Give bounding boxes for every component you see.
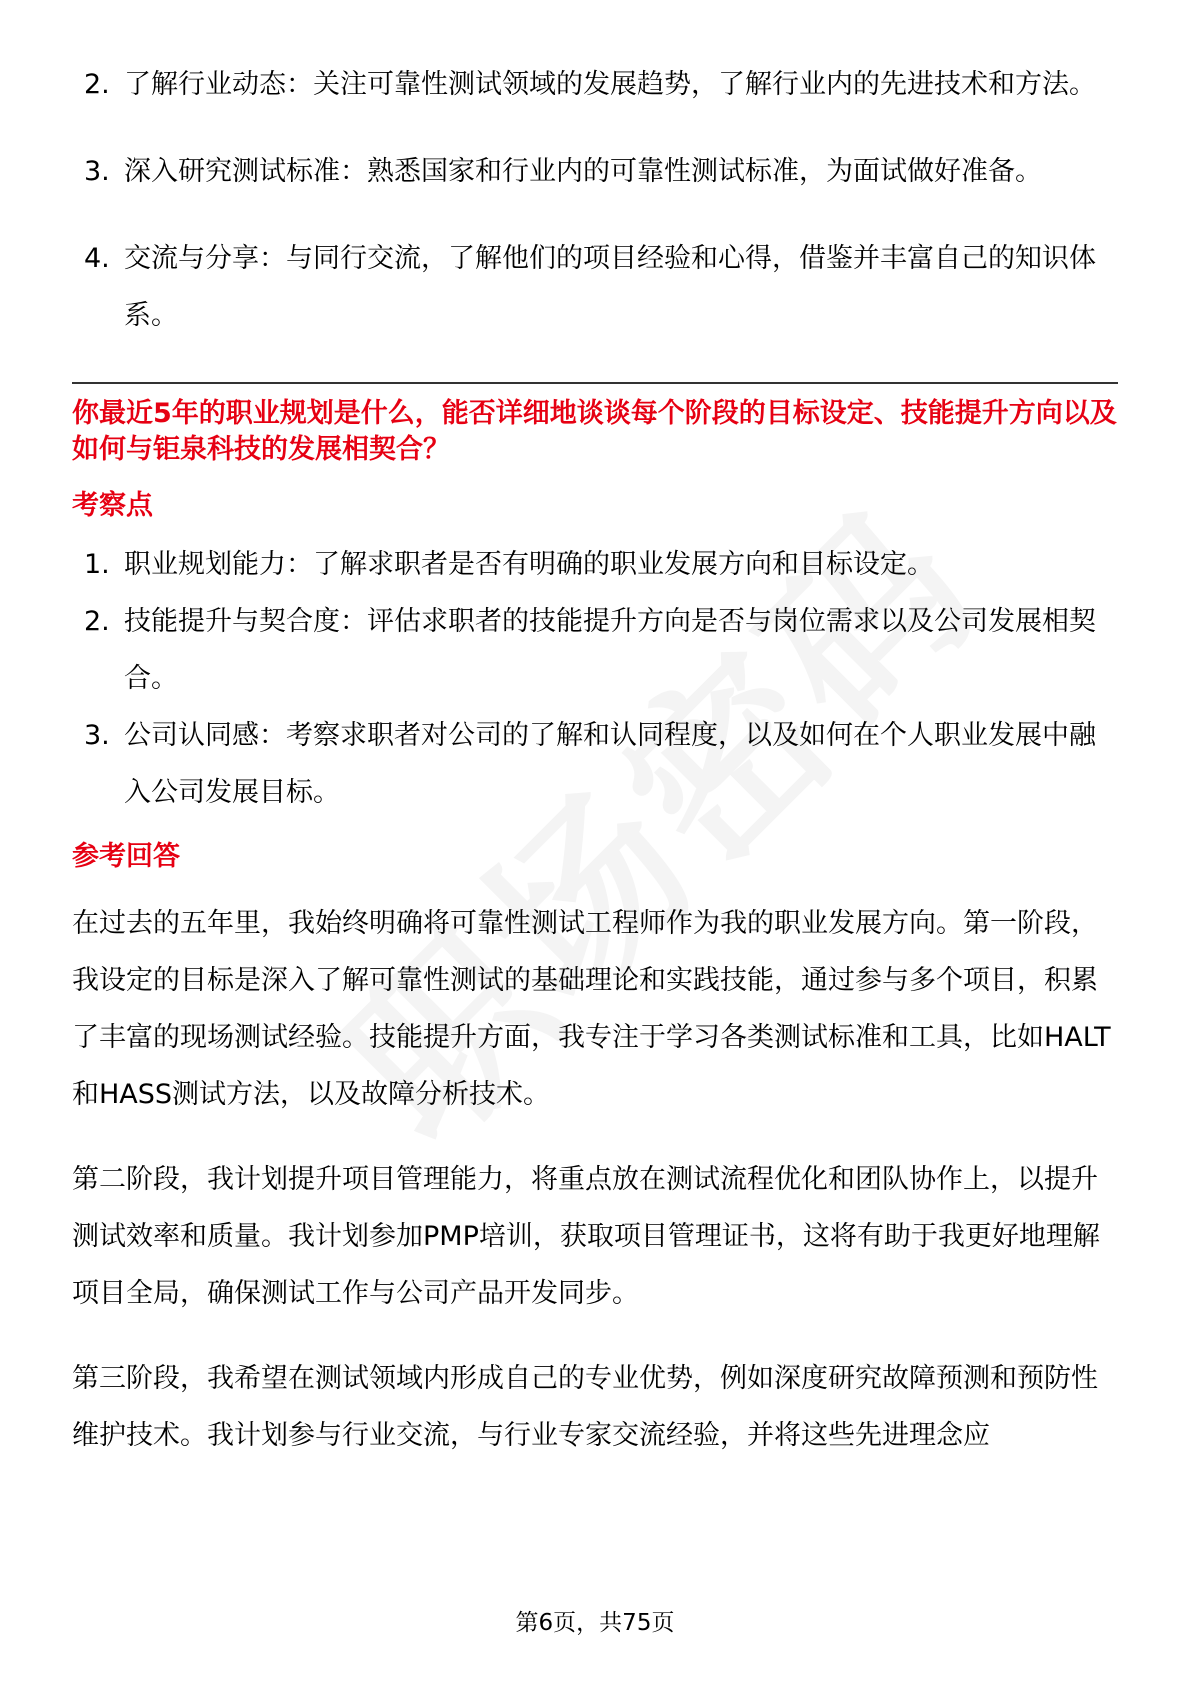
page-footer: 第6页，共75页 — [515, 1610, 675, 1636]
answer-paragraph: 第二阶段，我计划提升项目管理能力，将重点放在测试流程优化和团队协作上，以提升测试效率和质量。我计划参加PMP培训，获取项目管理证书，这将有助于我更好地理解项目全局，确保测试工作与公司产品开发同步。 — [72, 1164, 1100, 1309]
list-number: 2. — [84, 69, 110, 100]
list-item — [72, 536, 1118, 593]
list-item — [72, 56, 1118, 113]
list-item-text: 技能提升与契合度：评估求职者的技能提升方向是否与岗位需求以及公司发展相契合。 — [124, 606, 1096, 694]
list-number: 3. — [84, 720, 110, 751]
section-divider — [72, 382, 1118, 384]
list-item — [72, 707, 1118, 821]
list-number: 3. — [84, 156, 110, 187]
list-item-text: 职业规划能力：了解求职者是否有明确的职业发展方向和目标设定。 — [124, 549, 934, 580]
answer-paragraph: 第三阶段，我希望在测试领域内形成自己的专业优势，例如深度研究故障预测和预防性维护技术。我计划参与行业交流，与行业专家交流经验，并将这些先进理念应 — [72, 1363, 1098, 1451]
page-content — [72, 56, 1118, 1492]
list-number: 1. — [84, 549, 110, 580]
list-item — [72, 230, 1118, 344]
list-number: 4. — [84, 243, 110, 274]
preparation-tips-list — [72, 56, 1118, 344]
interview-question: 你最近5年的职业规划是什么，能否详细地谈谈每个阶段的目标设定、技能提升方向以及如何与钜泉科技的发展相契合？ — [72, 398, 1117, 465]
list-item — [72, 593, 1118, 707]
answer-paragraph: 在过去的五年里，我始终明确将可靠性测试工程师作为我的职业发展方向。第一阶段，我设定的目标是深入了解可靠性测试的基础理论和实践技能，通过参与多个项目，积累了丰富的现场测试经验。技能提升方面，我专注于学习各类测试标准和工具，比如HALT和HASS测试方法，以及故障分析技术。 — [72, 908, 1111, 1110]
list-item-text: 公司认同感：考察求职者对公司的了解和认同程度，以及如何在个人职业发展中融入公司发展目标。 — [124, 720, 1096, 808]
list-item — [72, 143, 1118, 200]
kaochadian-heading: 考察点 — [72, 490, 153, 521]
answer-heading: 参考回答 — [72, 841, 180, 872]
list-number: 2. — [84, 606, 110, 637]
list-item-text: 了解行业动态：关注可靠性测试领域的发展趋势，了解行业内的先进技术和方法。 — [124, 69, 1096, 100]
list-item-text: 深入研究测试标准：熟悉国家和行业内的可靠性测试标准，为面试做好准备。 — [124, 156, 1042, 187]
list-item-text: 交流与分享：与同行交流，了解他们的项目经验和心得，借鉴并丰富自己的知识体系。 — [124, 243, 1096, 331]
assessment-points-list — [72, 536, 1118, 821]
